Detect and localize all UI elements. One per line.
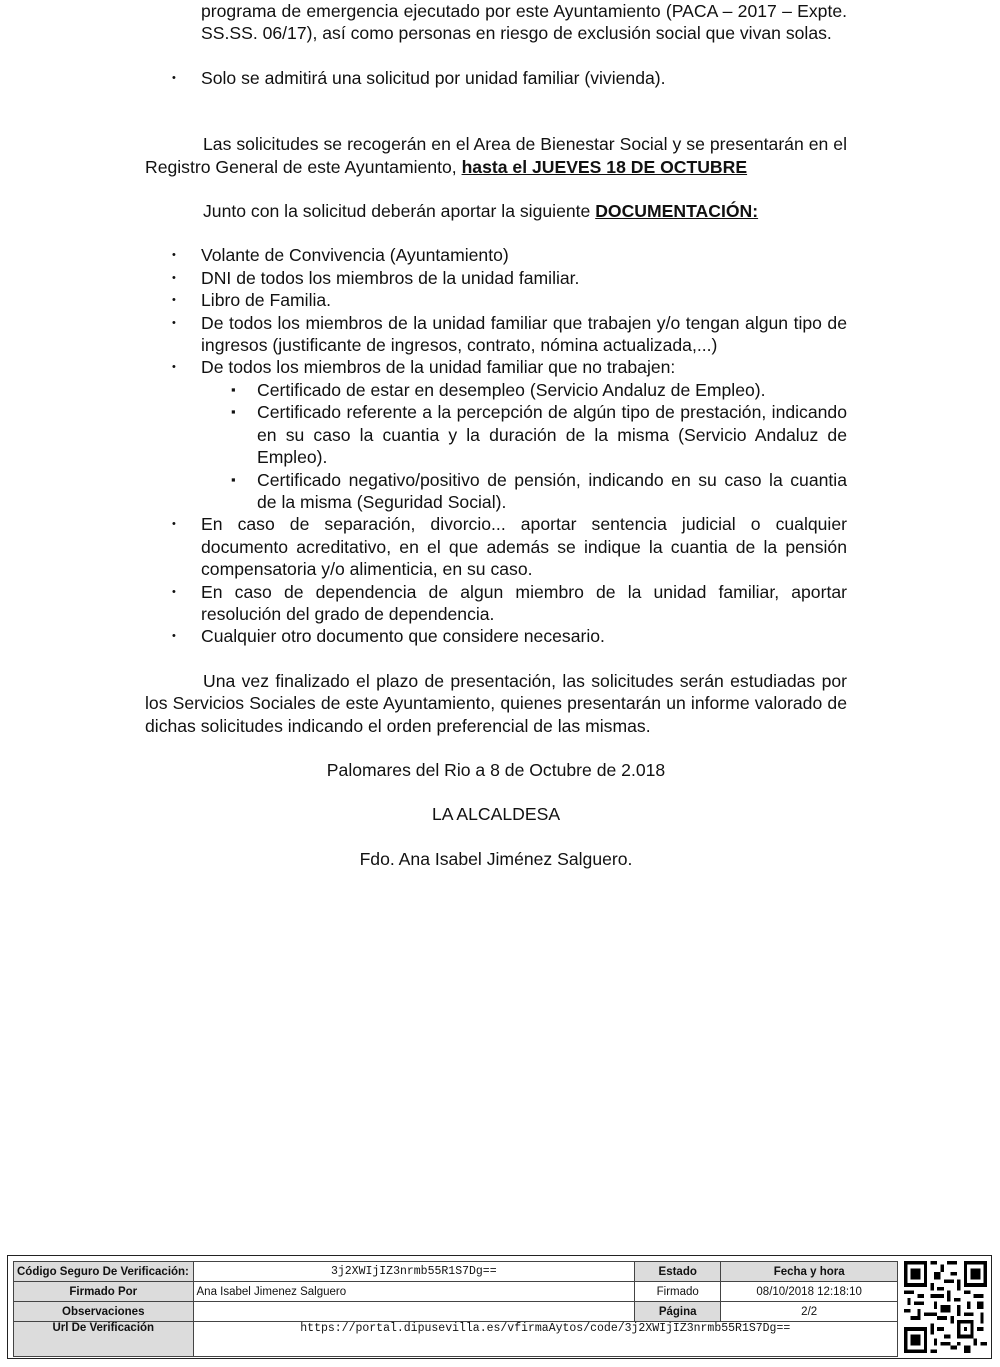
doc-item: • De todos los miembros de la unidad familiar que no trabajen: [145, 356, 847, 378]
documentation-intro [145, 200, 847, 222]
firmado-por-value: Ana Isabel Jimenez Salguero [193, 1282, 635, 1302]
signer-name: Fdo. Ana Isabel Jiménez Salguero. [359, 848, 633, 869]
url-value[interactable]: https://portal.dipusevilla.es/vfirmaAytos/code/3j2XWIjIZ3nrmb55R1S7Dg== [193, 1322, 897, 1357]
doc-item: • En caso de separación, divorcio... aportar sentencia judicial o cualquier documento acreditativo, en el que además se indique la cuantia de la pensión compensatoria y/o alimenticia, en su caso. [145, 513, 847, 580]
deadline-text: hasta el JUEVES 18 DE OCTUBRE [461, 156, 748, 177]
doc-item: • En caso de dependencia de algun miembro de la unidad familiar, aportar resolución del grado de dependencia. [145, 581, 847, 626]
sub-doc-item: ▪ Certificado negativo/positivo de pensión, indicando en su caso la cuantia de la misma (Seguridad Social). [145, 469, 847, 514]
doc-item: • Libro de Familia. [145, 289, 847, 311]
one-request-bullet: • Solo se admitirá una solicitud por unidad familiar (vivienda). [145, 67, 847, 89]
intro-tail-paragraph: programa de emergencia ejecutado por este Ayuntamiento (PACA – 2017 – Expte. SS.SS. 06/17), así como personas en riesgo de exclusión social que vivan solas. [201, 1, 847, 44]
pagina-label: Página [635, 1302, 721, 1322]
sub-doc-item: ▪ Certificado referente a la percepción de algún tipo de prestación, indicando en su caso la cuantia y la duración de la misma (Servicio Andaluz de Empleo). [145, 401, 847, 468]
documentation-list [145, 244, 847, 647]
signer-role: LA ALCALDESA [431, 804, 561, 825]
fecha-label: Fecha y hora [721, 1262, 898, 1282]
estado-value: Firmado [635, 1282, 721, 1302]
observaciones-label: Observaciones [14, 1302, 194, 1322]
estado-label: Estado [635, 1262, 721, 1282]
firmado-por-label: Firmado Por [14, 1282, 194, 1302]
csv-label: Código Seguro De Verificación: [14, 1262, 194, 1282]
observaciones-value [193, 1302, 635, 1322]
documentation-label: DOCUMENTACIÓN: [595, 201, 759, 222]
doc-item: • DNI de todos los miembros de la unidad familiar. [145, 267, 847, 289]
url-label: Url De Verificación [14, 1322, 194, 1357]
document-body [145, 0, 847, 870]
verification-table [13, 1261, 898, 1357]
pagina-value: 2/2 [721, 1302, 898, 1322]
documentation-intro-text: Junto con la solicitud deberán aportar la siguiente [203, 201, 591, 222]
csv-value: 3j2XWIjIZ3nrmb55R1S7Dg== [193, 1262, 635, 1282]
sub-doc-item: ▪ Certificado de estar en desempleo (Servicio Andaluz de Empleo). [145, 379, 847, 401]
collect-text: Las solicitudes se recogerán en el Area de Bienestar Social y se presentarán en el Registro General de este Ayuntamiento, [145, 134, 847, 177]
place-date: Palomares del Rio a 8 de Octubre de 2.018 [326, 759, 666, 780]
closing-paragraph: Una vez finalizado el plazo de presentación, las solicitudes serán estudiadas por los Servicios Sociales de este Ayuntamiento, quienes presentarán un informe valorado de dichas solicitudes indicando el orden preferencial de las mismas. [145, 670, 847, 736]
verification-footer [7, 1255, 992, 1359]
fecha-value: 08/10/2018 12:18:10 [721, 1282, 898, 1302]
doc-item: • Volante de Convivencia (Ayuntamiento) [145, 244, 847, 266]
qr-code-icon [904, 1261, 987, 1353]
doc-item: • De todos los miembros de la unidad familiar que trabajen y/o tengan algun tipo de ingresos (justificante de ingresos, contrato, nómina actualizada,...) [145, 312, 847, 357]
doc-item: • Cualquier otro documento que considere necesario. [145, 625, 847, 647]
collect-paragraph [145, 133, 847, 178]
